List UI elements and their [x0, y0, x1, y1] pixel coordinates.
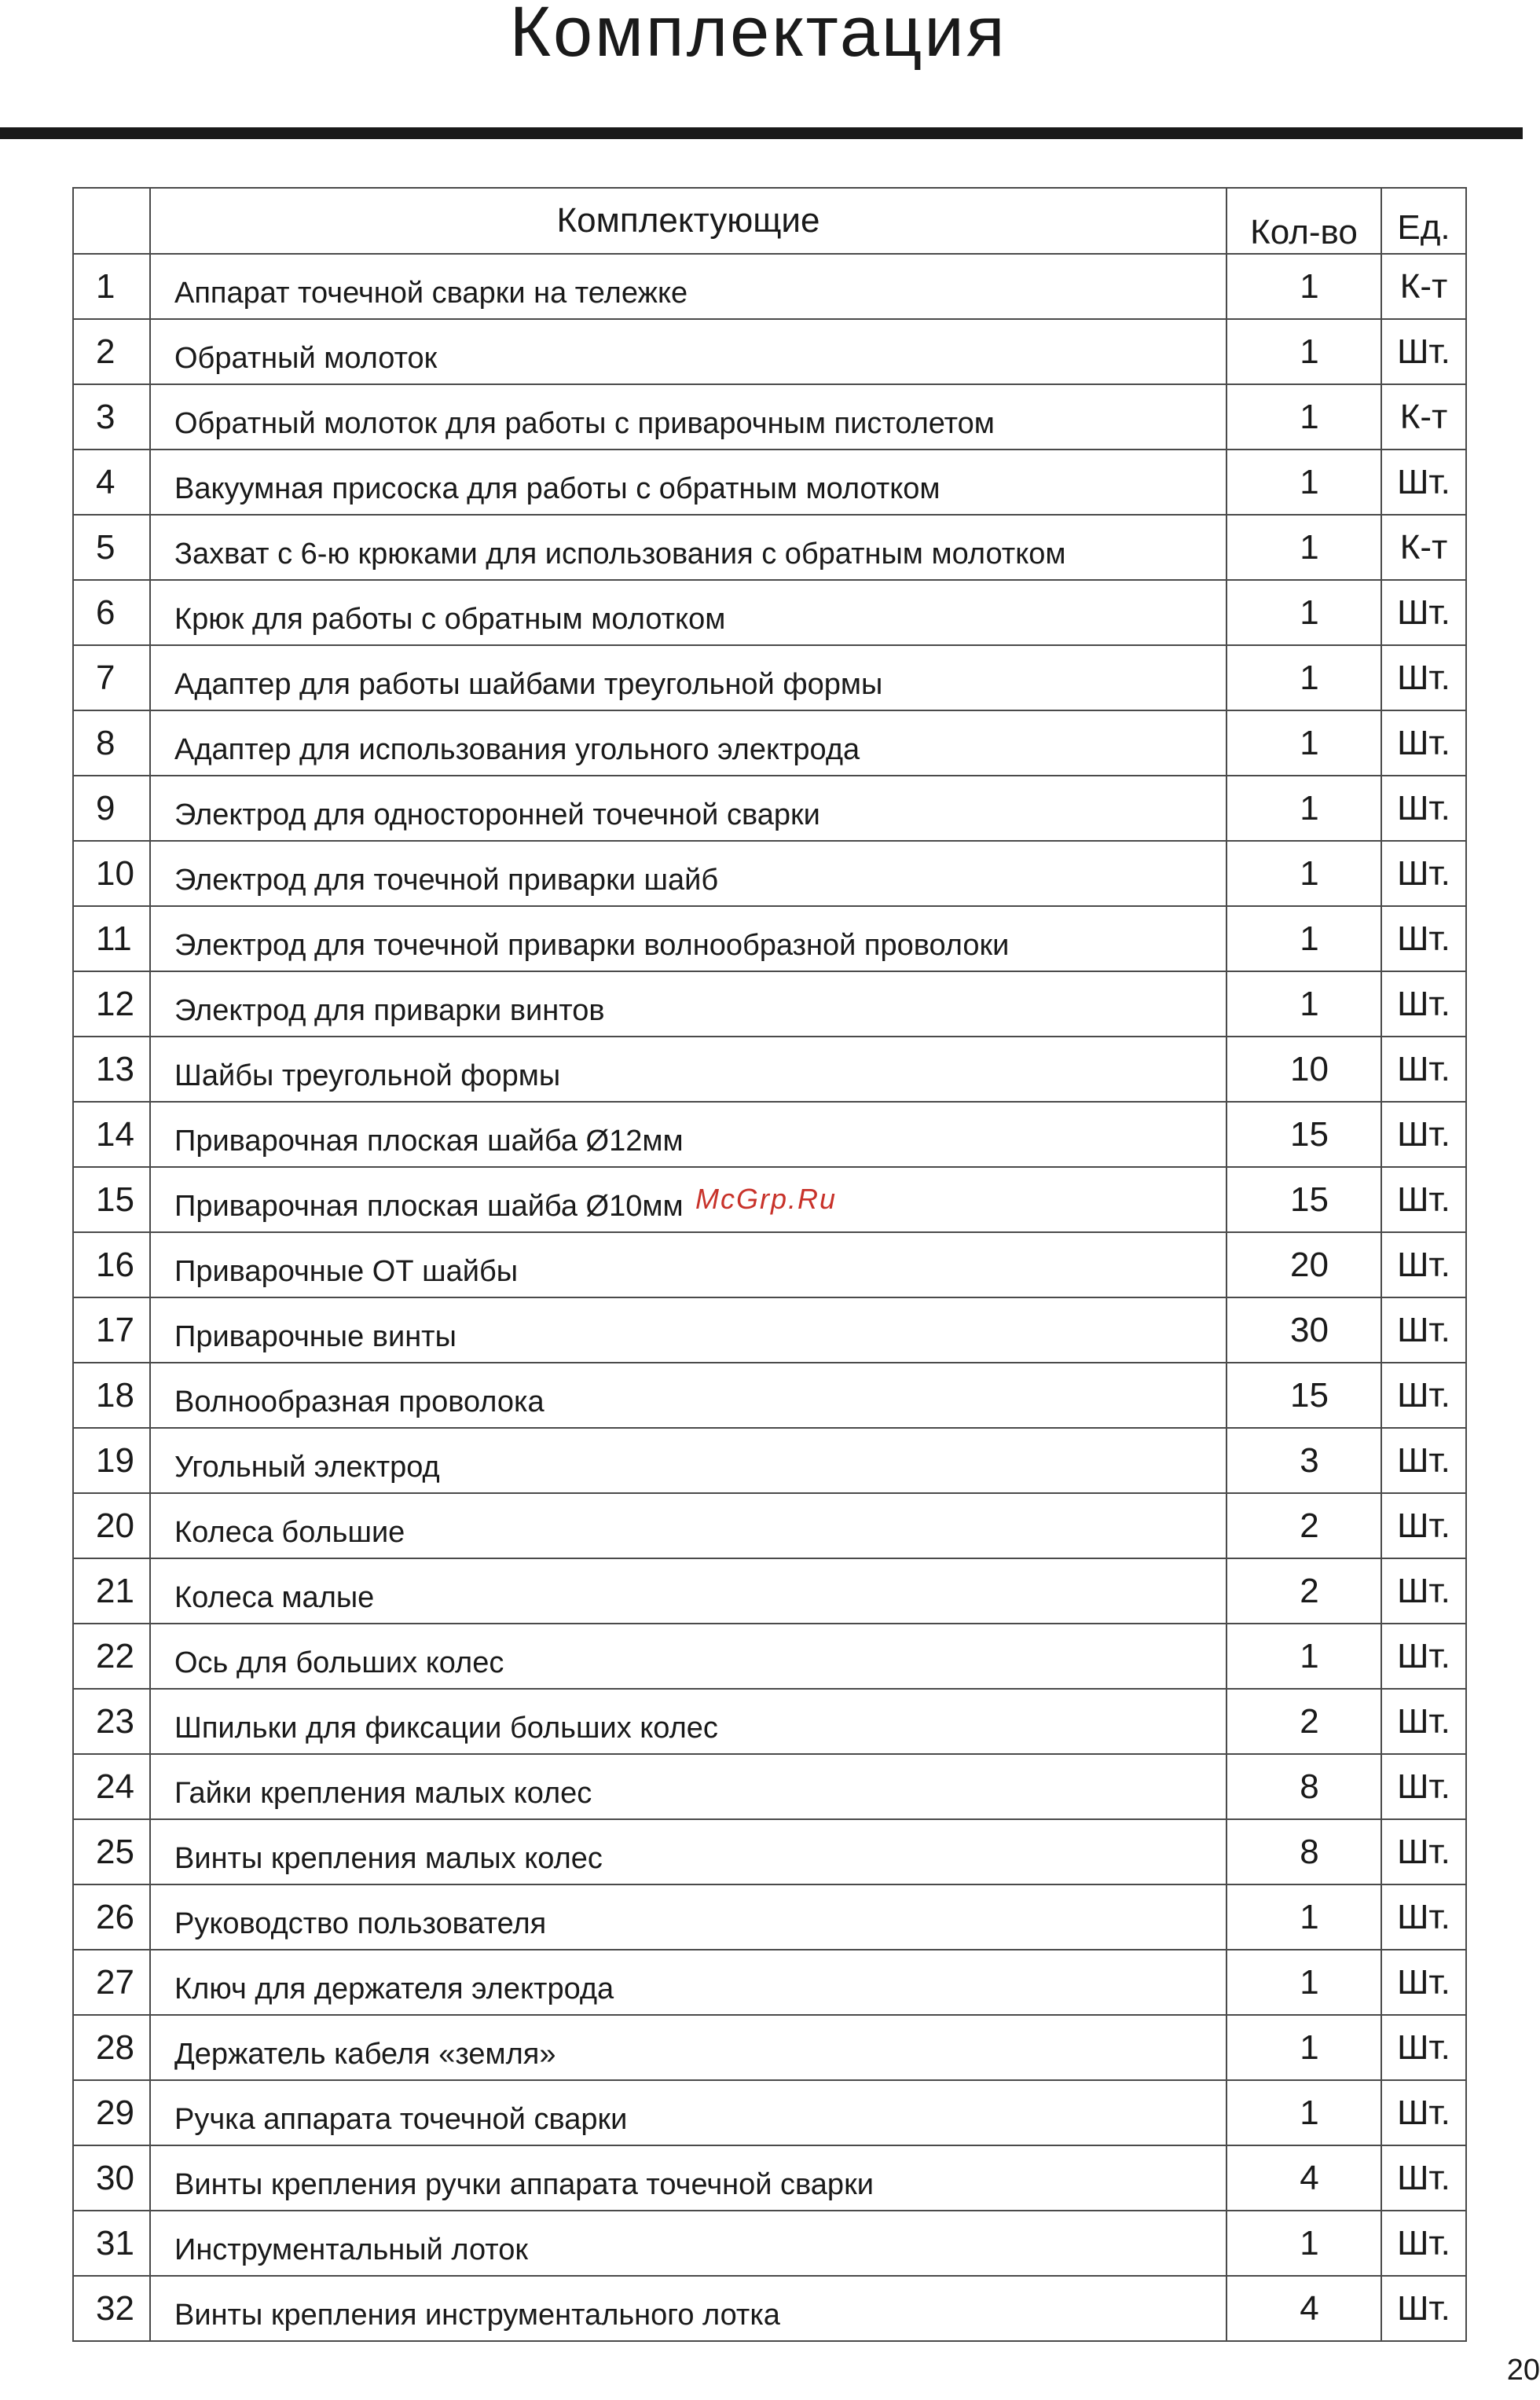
row-unit: Шт.	[1381, 2211, 1466, 2276]
row-number: 26	[73, 1884, 150, 1950]
table-row	[73, 450, 1466, 515]
row-component-name: Руководство пользователя	[150, 1884, 1226, 1950]
row-number: 31	[73, 2211, 150, 2276]
row-unit: К-т	[1381, 254, 1466, 319]
row-component-name: Адаптер для использования угольного электрода	[150, 710, 1226, 776]
row-number: 12	[73, 971, 150, 1037]
row-number: 18	[73, 1363, 150, 1428]
row-number: 13	[73, 1037, 150, 1102]
row-unit: Шт.	[1381, 1493, 1466, 1558]
row-component-name: Электрод для точечной приварки шайб	[150, 841, 1226, 906]
row-quantity: 1	[1226, 384, 1381, 450]
row-component-name: Обратный молоток	[150, 319, 1226, 384]
row-number: 19	[73, 1428, 150, 1493]
header-components: Комплектующие	[150, 188, 1226, 254]
row-component-name: Гайки крепления малых колес	[150, 1754, 1226, 1819]
table-row	[73, 841, 1466, 906]
row-number: 1	[73, 254, 150, 319]
row-component-name: Аппарат точечной сварки на тележке	[150, 254, 1226, 319]
table-row	[73, 2080, 1466, 2145]
table-row	[73, 1037, 1466, 1102]
row-unit: Шт.	[1381, 1624, 1466, 1689]
row-component-name: Инструментальный лоток	[150, 2211, 1226, 2276]
row-number: 32	[73, 2276, 150, 2341]
row-number: 2	[73, 319, 150, 384]
table-row	[73, 1819, 1466, 1884]
table-row	[73, 1428, 1466, 1493]
row-quantity: 15	[1226, 1102, 1381, 1167]
table-row	[73, 906, 1466, 971]
table-row	[73, 1624, 1466, 1689]
row-quantity: 1	[1226, 1624, 1381, 1689]
row-quantity: 1	[1226, 2080, 1381, 2145]
row-number: 28	[73, 2015, 150, 2080]
row-unit: Шт.	[1381, 2080, 1466, 2145]
row-number: 15	[73, 1167, 150, 1232]
row-component-name: Электрод для точечной приварки волнообразной проволоки	[150, 906, 1226, 971]
row-unit: Шт.	[1381, 450, 1466, 515]
row-unit: Шт.	[1381, 906, 1466, 971]
row-quantity: 3	[1226, 1428, 1381, 1493]
row-unit: Шт.	[1381, 1754, 1466, 1819]
row-unit: Шт.	[1381, 580, 1466, 645]
watermark-text: McGrp.Ru	[695, 1183, 838, 1215]
row-number: 17	[73, 1297, 150, 1363]
row-unit: Шт.	[1381, 776, 1466, 841]
row-unit: Шт.	[1381, 1689, 1466, 1754]
header-unit: Ед.	[1381, 188, 1466, 254]
row-component-name: Винты крепления ручки аппарата точечной сварки	[150, 2145, 1226, 2211]
row-component-name: Ручка аппарата точечной сварки	[150, 2080, 1226, 2145]
row-component-name: Приварочная плоская шайба Ø10мм	[150, 1167, 1226, 1232]
row-component-name: Угольный электрод	[150, 1428, 1226, 1493]
row-quantity: 1	[1226, 841, 1381, 906]
row-unit: К-т	[1381, 384, 1466, 450]
row-number: 23	[73, 1689, 150, 1754]
row-number: 10	[73, 841, 150, 906]
row-number: 22	[73, 1624, 150, 1689]
row-number: 4	[73, 450, 150, 515]
row-unit: Шт.	[1381, 1232, 1466, 1297]
table-row	[73, 1950, 1466, 2015]
row-quantity: 1	[1226, 1884, 1381, 1950]
table-header-row	[73, 188, 1466, 254]
row-number: 7	[73, 645, 150, 710]
row-quantity: 4	[1226, 2276, 1381, 2341]
row-component-name: Крюк для работы с обратным молотком	[150, 580, 1226, 645]
row-component-name: Винты крепления малых колес	[150, 1819, 1226, 1884]
row-quantity: 1	[1226, 2211, 1381, 2276]
page-title: Комплектация	[509, 0, 1007, 72]
row-number: 3	[73, 384, 150, 450]
table-row	[73, 2211, 1466, 2276]
row-unit: Шт.	[1381, 645, 1466, 710]
row-unit: Шт.	[1381, 1950, 1466, 2015]
row-unit: К-т	[1381, 515, 1466, 580]
row-unit: Шт.	[1381, 1102, 1466, 1167]
page-number: 20	[1506, 2354, 1540, 2387]
row-component-name: Вакуумная присоска для работы с обратным молотком	[150, 450, 1226, 515]
row-component-name: Колеса малые	[150, 1558, 1226, 1624]
table-row	[73, 1689, 1466, 1754]
row-number: 6	[73, 580, 150, 645]
row-number: 11	[73, 906, 150, 971]
table-row	[73, 1558, 1466, 1624]
row-component-name: Колеса большие	[150, 1493, 1226, 1558]
row-quantity: 1	[1226, 254, 1381, 319]
row-unit: Шт.	[1381, 971, 1466, 1037]
row-quantity: 1	[1226, 2015, 1381, 2080]
row-quantity: 15	[1226, 1167, 1381, 1232]
row-number: 24	[73, 1754, 150, 1819]
row-quantity: 1	[1226, 580, 1381, 645]
row-unit: Шт.	[1381, 1428, 1466, 1493]
table-row	[73, 1754, 1466, 1819]
row-component-name: Держатель кабеля «земля»	[150, 2015, 1226, 2080]
row-number: 5	[73, 515, 150, 580]
row-unit: Шт.	[1381, 1363, 1466, 1428]
row-quantity: 2	[1226, 1689, 1381, 1754]
row-unit: Шт.	[1381, 1884, 1466, 1950]
row-component-name: Обратный молоток для работы с приварочным пистолетом	[150, 384, 1226, 450]
table-row	[73, 254, 1466, 319]
row-component-name: Приварочная плоская шайба Ø12мм	[150, 1102, 1226, 1167]
table-row	[73, 1232, 1466, 1297]
row-quantity: 1	[1226, 1950, 1381, 2015]
table-row	[73, 1363, 1466, 1428]
row-component-name: Шпильки для фиксации больших колес	[150, 1689, 1226, 1754]
row-component-name: Ключ для держателя электрода	[150, 1950, 1226, 2015]
row-component-name: Адаптер для работы шайбами треугольной формы	[150, 645, 1226, 710]
row-quantity: 10	[1226, 1037, 1381, 1102]
table-row	[73, 2276, 1466, 2341]
table-row	[73, 1102, 1466, 1167]
row-component-name: Приварочные ОТ шайбы	[150, 1232, 1226, 1297]
table-row	[73, 515, 1466, 580]
row-quantity: 20	[1226, 1232, 1381, 1297]
table-row	[73, 1297, 1466, 1363]
row-quantity: 1	[1226, 710, 1381, 776]
row-quantity: 1	[1226, 515, 1381, 580]
table-row	[73, 384, 1466, 450]
row-quantity: 1	[1226, 906, 1381, 971]
row-quantity: 1	[1226, 971, 1381, 1037]
row-unit: Шт.	[1381, 1297, 1466, 1363]
row-quantity: 4	[1226, 2145, 1381, 2211]
row-quantity: 30	[1226, 1297, 1381, 1363]
table-row	[73, 1493, 1466, 1558]
row-number: 29	[73, 2080, 150, 2145]
row-quantity: 2	[1226, 1493, 1381, 1558]
row-quantity: 1	[1226, 450, 1381, 515]
row-unit: Шт.	[1381, 1819, 1466, 1884]
components-table	[72, 187, 1467, 2342]
table-row	[73, 2145, 1466, 2211]
row-unit: Шт.	[1381, 1037, 1466, 1102]
row-unit: Шт.	[1381, 2145, 1466, 2211]
row-unit: Шт.	[1381, 710, 1466, 776]
table-row	[73, 776, 1466, 841]
row-quantity: 1	[1226, 319, 1381, 384]
row-number: 9	[73, 776, 150, 841]
row-component-name: Винты крепления инструментального лотка	[150, 2276, 1226, 2341]
row-component-name: Приварочные винты	[150, 1297, 1226, 1363]
row-number: 25	[73, 1819, 150, 1884]
row-number: 21	[73, 1558, 150, 1624]
table-row	[73, 1884, 1466, 1950]
title-divider	[0, 127, 1523, 139]
table-row	[73, 645, 1466, 710]
row-component-name: Шайбы треугольной формы	[150, 1037, 1226, 1102]
row-unit: Шт.	[1381, 319, 1466, 384]
row-number: 30	[73, 2145, 150, 2211]
row-unit: Шт.	[1381, 2015, 1466, 2080]
row-number: 27	[73, 1950, 150, 2015]
table-row	[73, 710, 1466, 776]
table-row	[73, 319, 1466, 384]
table-row	[73, 2015, 1466, 2080]
row-unit: Шт.	[1381, 841, 1466, 906]
table-row	[73, 971, 1466, 1037]
row-component-name: Электрод для односторонней точечной сварки	[150, 776, 1226, 841]
row-component-name: Захват с 6-ю крюками для использования с обратным молотком	[150, 515, 1226, 580]
row-unit: Шт.	[1381, 2276, 1466, 2341]
row-quantity: 2	[1226, 1558, 1381, 1624]
row-component-name: Электрод для приварки винтов	[150, 971, 1226, 1037]
table-row	[73, 580, 1466, 645]
row-number: 8	[73, 710, 150, 776]
row-number: 16	[73, 1232, 150, 1297]
row-quantity: 15	[1226, 1363, 1381, 1428]
row-quantity: 1	[1226, 645, 1381, 710]
header-number	[73, 188, 150, 254]
header-quantity: Кол-во	[1226, 188, 1381, 254]
row-component-name: Ось для больших колес	[150, 1624, 1226, 1689]
row-number: 20	[73, 1493, 150, 1558]
row-quantity: 8	[1226, 1819, 1381, 1884]
row-unit: Шт.	[1381, 1167, 1466, 1232]
row-quantity: 1	[1226, 776, 1381, 841]
row-number: 14	[73, 1102, 150, 1167]
row-unit: Шт.	[1381, 1558, 1466, 1624]
row-component-name: Волнообразная проволока	[150, 1363, 1226, 1428]
row-quantity: 8	[1226, 1754, 1381, 1819]
